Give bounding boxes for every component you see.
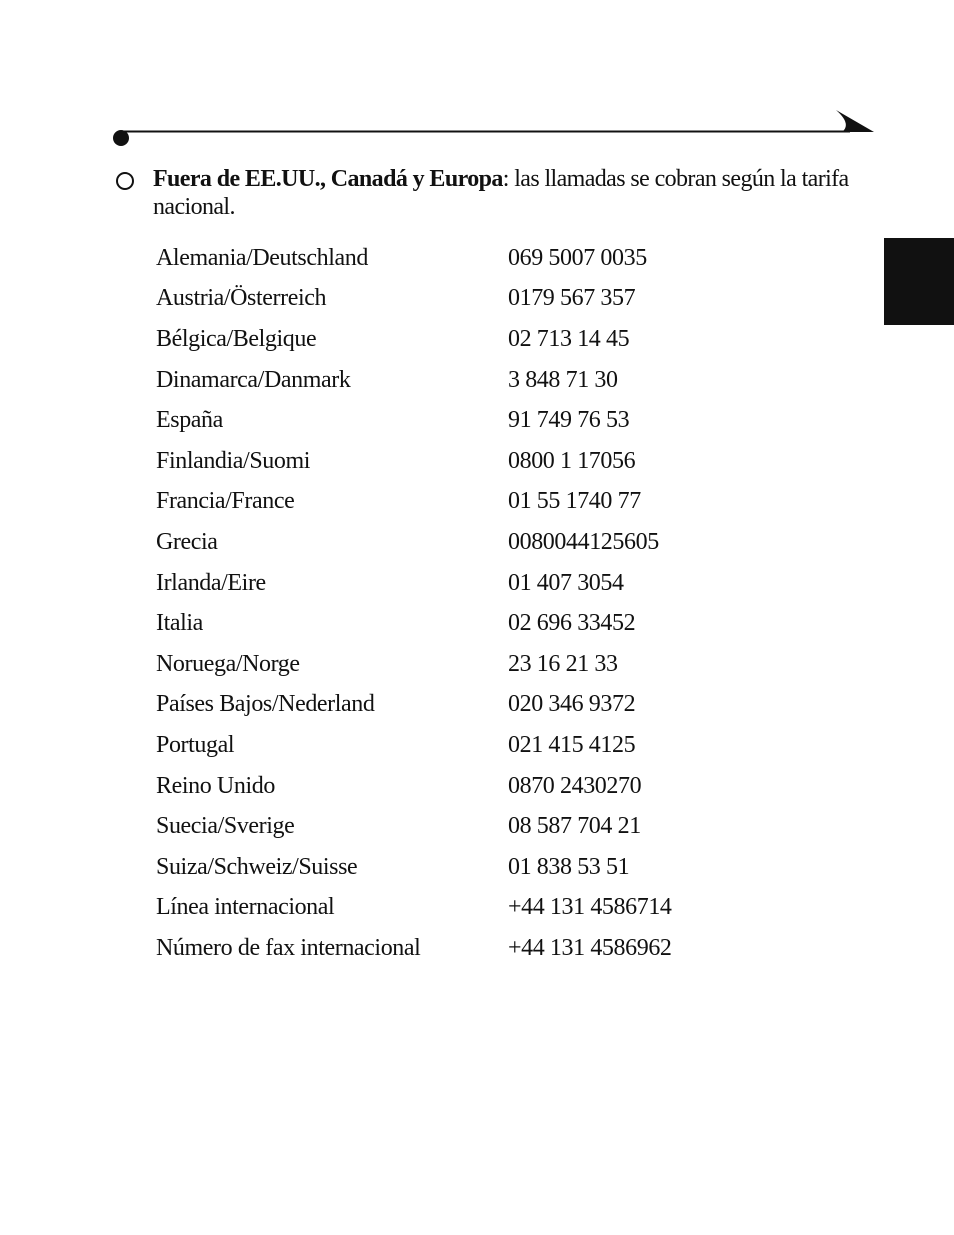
table-row (156, 928, 776, 969)
table-row (156, 441, 776, 482)
phone-number: 01 838 53 51 (508, 853, 630, 880)
phone-number: 069 5007 0035 (508, 244, 647, 271)
country-name: Noruega/Norge (156, 650, 300, 677)
intro-body-text: : las llamadas se cobran según la tarifa nacional. (153, 166, 849, 220)
country-name: Alemania/Deutschland (156, 244, 368, 271)
phone-number: 91 749 76 53 (508, 407, 630, 434)
phone-number: 0800 1 17056 (508, 447, 636, 474)
table-row (156, 644, 776, 685)
phone-number: 0080044125605 (508, 528, 659, 555)
phone-number: 23 16 21 33 (508, 650, 618, 677)
country-name: Número de fax internacional (156, 934, 421, 961)
country-name: Francia/France (156, 488, 295, 515)
country-name: Reino Unido (156, 772, 275, 799)
phone-number: 021 415 4125 (508, 731, 636, 758)
table-row (156, 482, 776, 523)
phone-number: 020 346 9372 (508, 691, 636, 718)
phone-number: +44 131 4586962 (508, 934, 672, 961)
phone-number: 02 713 14 45 (508, 325, 630, 352)
phone-number: +44 131 4586714 (508, 894, 672, 921)
table-row (156, 238, 776, 279)
table-row (156, 888, 776, 929)
table-row (156, 603, 776, 644)
table-row (156, 725, 776, 766)
table-row (156, 563, 776, 604)
intro-paragraph (116, 165, 876, 221)
circle-bullet-icon (116, 172, 134, 190)
table-row (156, 319, 776, 360)
country-name: Suiza/Schweiz/Suisse (156, 853, 358, 880)
table-row (156, 279, 776, 320)
table-row (156, 847, 776, 888)
country-name: Suecia/Sverige (156, 813, 295, 840)
table-row (156, 806, 776, 847)
country-name: Austria/Österreich (156, 285, 327, 312)
country-name: Bélgica/Belgique (156, 325, 317, 352)
phone-number: 01 407 3054 (508, 569, 624, 596)
intro-bold-heading: Fuera de EE.UU., Canadá y Europa (153, 166, 503, 192)
table-row (156, 400, 776, 441)
header-rule (110, 108, 876, 148)
header-rule-arrow-icon (110, 108, 876, 148)
phone-number: 0179 567 357 (508, 285, 636, 312)
country-name: Línea internacional (156, 894, 335, 921)
section-tab-marker (884, 238, 954, 325)
country-name: Portugal (156, 731, 235, 758)
support-phone-table (156, 238, 776, 969)
country-name: Países Bajos/Nederland (156, 691, 375, 718)
phone-number: 0870 2430270 (508, 772, 642, 799)
phone-number: 02 696 33452 (508, 610, 636, 637)
country-name: Finlandia/Suomi (156, 447, 311, 474)
country-name: Irlanda/Eire (156, 569, 266, 596)
country-name: Dinamarca/Danmark (156, 366, 351, 393)
table-row (156, 685, 776, 726)
intro-text (153, 165, 873, 221)
country-name: Grecia (156, 528, 218, 555)
table-row (156, 766, 776, 807)
phone-number: 08 587 704 21 (508, 813, 641, 840)
table-row (156, 522, 776, 563)
phone-number: 3 848 71 30 (508, 366, 618, 393)
country-name: España (156, 407, 223, 434)
country-name: Italia (156, 610, 203, 637)
phone-number: 01 55 1740 77 (508, 488, 641, 515)
table-row (156, 360, 776, 401)
